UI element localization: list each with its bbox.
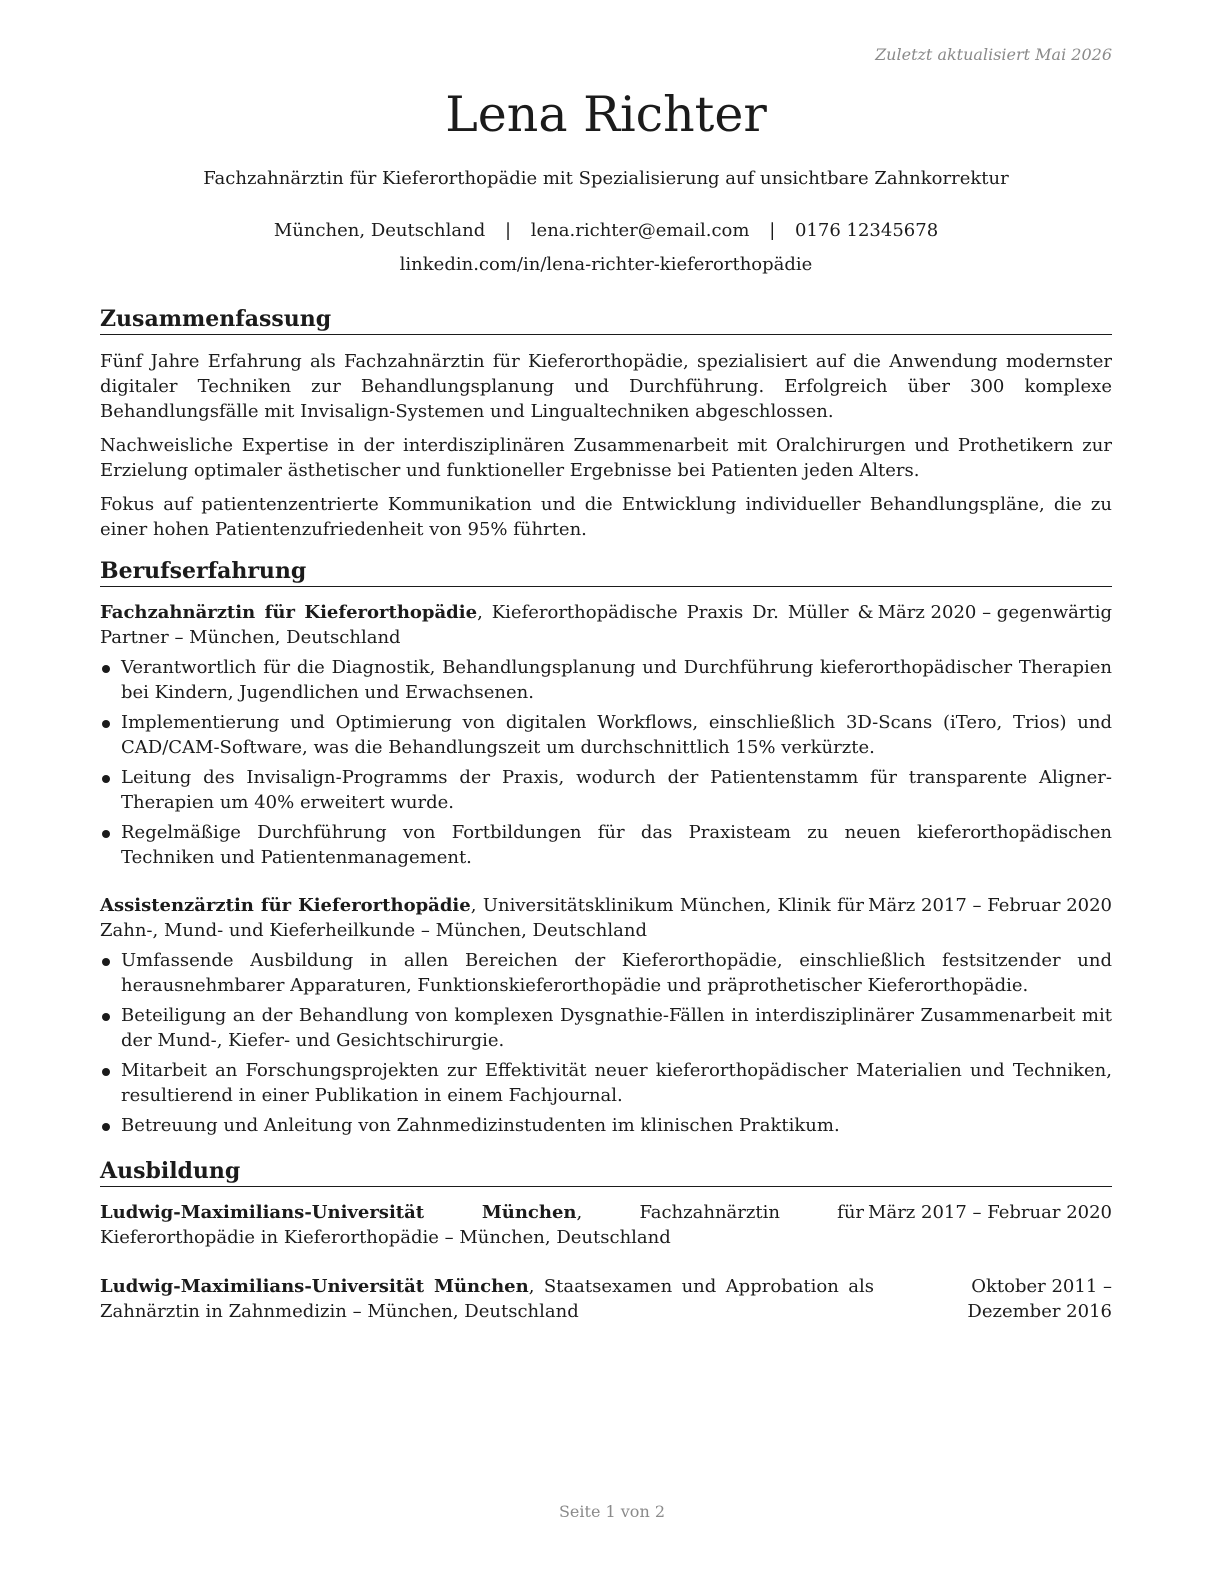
headline: Fachzahnärztin für Kieferorthopädie mit Spezialisierung auf unsichtbare Zahnkorrektur (203, 168, 1009, 189)
list-item (100, 710, 1112, 760)
bullet-text: Betreuung und Anleitung von Zahnmedizinstudenten im klinischen Praktikum. (121, 1115, 840, 1136)
bullet-icon (102, 775, 110, 783)
education-dates: März 2017 – Februar 2020 (868, 1202, 1112, 1223)
education-entry (100, 1274, 1112, 1324)
bullet-icon (102, 665, 110, 673)
list-item (100, 1113, 1112, 1138)
job-dates: März 2020 – gegenwärtig (877, 602, 1112, 623)
job-title-line (100, 893, 864, 943)
bullet-text: Verantwortlich für die Diagnostik, Behandlungsplanung und Durchführung kieferorthopädischer Therapien bei Kindern, Jugendlichen und Erwachsenen. (121, 657, 1112, 703)
degree: , Fachzahnärztin für Kieferorthopädie in Kieferorthopädie – München, Deutschland (100, 1202, 865, 1248)
bullet-icon (102, 720, 110, 728)
experience-section (100, 557, 1112, 1138)
list-item (100, 948, 1112, 998)
job-bullets (100, 655, 1112, 870)
summary-paragraph: Fokus auf patientenzentrierte Kommunikation und die Entwicklung individueller Behandlungspläne, die zu einer hohen Patientenzufriedenheit von 95% führten. (100, 494, 1112, 540)
resume-page (100, 0, 1112, 1584)
summary-paragraph: Fünf Jahre Erfahrung als Fachzahnärztin für Kieferorthopädie, spezialisiert auf die Anwendung modernster digitaler Techniken zur Behandlungsplanung und Durchführung. Erfolgreich über 300 komplexe Behandlungsfälle mit Invisalign-Systemen und Lingualtechniken abgeschlossen. (100, 351, 1112, 422)
list-item (100, 1058, 1112, 1108)
linkedin-link[interactable]: linkedin.com/in/lena-richter-kieferorthopädie (399, 254, 813, 275)
bullet-text: Umfassende Ausbildung in allen Bereichen der Kieferorthopädie, einschließlich festsitzender und herausnehmbarer Apparaturen, Funktionskieferorthopädie und präprothetischer Kieferorthopädie. (121, 950, 1112, 996)
bullet-text: Leitung des Invisalign-Programms der Praxis, wodurch der Patientenstamm für transparente Aligner-Therapien um 40% erweitert wurde. (121, 767, 1112, 813)
school-name: Ludwig-Maximilians-Universität München (100, 1276, 529, 1297)
list-item (100, 655, 1112, 705)
separator: | (504, 220, 512, 241)
bullet-text: Regelmäßige Durchführung von Fortbildungen für das Praxisteam zu neuen kieferorthopädischen Techniken und Patientenmanagement. (121, 822, 1112, 868)
bullet-text: Beteiligung an der Behandlung von komplexen Dysgnathie-Fällen in interdisziplinärer Zusammenarbeit mit der Mund-, Kiefer- und Gesichtschirurgie. (121, 1005, 1112, 1051)
list-item (100, 765, 1112, 815)
section-title: Berufserfahrung (100, 557, 1112, 587)
summary-paragraph: Nachweisliche Expertise in der interdisziplinären Zusammenarbeit mit Oralchirurgen und Prothetikern zur Erzielung optimaler ästhetischer und funktioneller Ergebnisse bei Patienten jeden Alters. (100, 435, 1112, 481)
section-title: Zusammenfassung (100, 305, 1112, 335)
job-title-line (100, 600, 874, 650)
job-role: Assistenzärztin für Kieferorthopädie (100, 895, 471, 916)
education-section (100, 1157, 1112, 1324)
job-org: , Kieferorthopädische Praxis Dr. Müller & Partner – München, Deutschland (100, 602, 874, 648)
summary-section (100, 305, 1112, 542)
job-org: , Universitätsklinikum München, Klinik für Zahn-, Mund- und Kieferheilkunde – München, Deutschland (100, 895, 865, 941)
job-dates: März 2017 – Februar 2020 (868, 895, 1112, 916)
last-updated: Zuletzt aktualisiert Mai 2026 (875, 45, 1112, 64)
education-entry (100, 1200, 1112, 1250)
job-entry (100, 600, 1112, 870)
bullet-icon (102, 1123, 110, 1131)
bullet-icon (102, 830, 110, 838)
bullet-text: Implementierung und Optimierung von digitalen Workflows, einschließlich 3D-Scans (iTero, Trios) und CAD/CAM-Software, was die Behandlungszeit um durchschnittlich 15% verkürzte. (121, 712, 1112, 758)
bullet-icon (102, 1013, 110, 1021)
section-title: Ausbildung (100, 1157, 1112, 1187)
bullet-text: Mitarbeit an Forschungsprojekten zur Effektivität neuer kieferorthopädischer Materialien und Techniken, resultierend in einer Publikation in einem Fachjournal. (121, 1060, 1112, 1106)
education-header (100, 1200, 1112, 1250)
job-bullets (100, 948, 1112, 1138)
degree: , Staatsexamen und Approbation als Zahnärztin in Zahnmedizin – München, Deutschland (100, 1276, 874, 1322)
education-title-line (100, 1274, 874, 1324)
contact-line (100, 220, 1112, 241)
bullet-icon (102, 958, 110, 966)
job-header (100, 893, 1112, 943)
list-item (100, 820, 1112, 870)
page-number: Seite 1 von 2 (558, 1502, 666, 1521)
email-link[interactable]: lena.richter@email.com (530, 220, 750, 241)
job-entry (100, 893, 1112, 1138)
candidate-name: Lena Richter (445, 86, 767, 143)
phone: 0176 12345678 (795, 220, 939, 241)
bullet-icon (102, 1068, 110, 1076)
job-header (100, 600, 1112, 650)
education-header (100, 1274, 1112, 1324)
location: München, Deutschland (273, 220, 486, 241)
education-title-line (100, 1200, 864, 1250)
separator: | (769, 220, 776, 241)
school-name: Ludwig-Maximilians-Universität München (100, 1202, 577, 1223)
list-item (100, 1003, 1112, 1053)
job-role: Fachzahnärztin für Kieferorthopädie (100, 602, 478, 623)
education-dates: Oktober 2011 – Dezember 2016 (967, 1276, 1112, 1322)
